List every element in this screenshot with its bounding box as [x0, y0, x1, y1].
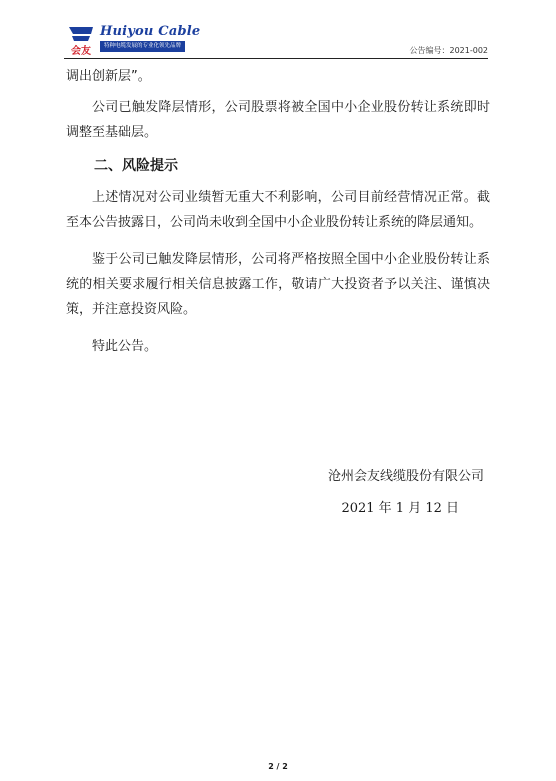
logo-slogan: 特种电缆发展的专业化领先品牌: [100, 41, 185, 52]
logo-brand-cable: Cable: [158, 24, 201, 39]
paragraph-risk-2: 鉴于公司已触发降层情形，公司将严格按照全国中小企业股份转让系统的相关要求履行相关信息披露工作，敬请广大投资者予以关注、谨慎决策，并注意投资风险。: [66, 252, 490, 317]
paragraph-closing: 特此公告。: [92, 339, 158, 354]
signature-company: 沧州会友线缆股份有限公司: [327, 469, 484, 484]
header-rule: [64, 58, 488, 59]
logo-brand-huiyou: Huiyou: [100, 24, 154, 39]
paragraph-trigger: 公司已触发降层情形，公司股票将被全国中小企业股份转让系统即时调整至基础层。: [66, 100, 490, 140]
signature-date: 2021 年 1 月 12 日: [341, 501, 459, 516]
paragraph-continuation: 调出创新层”。: [66, 69, 151, 84]
logo-brand-text: [100, 24, 200, 39]
section-heading-risk: 二、风险提示: [94, 158, 178, 174]
document-body: [66, 64, 490, 359]
company-logo: [64, 24, 201, 56]
logo-chinese-text: 会友: [71, 46, 91, 56]
page-number: 2 / 2: [268, 762, 288, 771]
logo-mark-icon: [66, 24, 96, 56]
page-header: [0, 0, 556, 60]
document-number: 公告编号：2021-002: [409, 46, 488, 55]
paragraph-risk-1: 上述情况对公司业绩暂无重大不利影响，公司目前经营情况正常。截至本公告披露日，公司尚未收到全国中小企业股份转让系统的降层通知。: [66, 190, 490, 230]
